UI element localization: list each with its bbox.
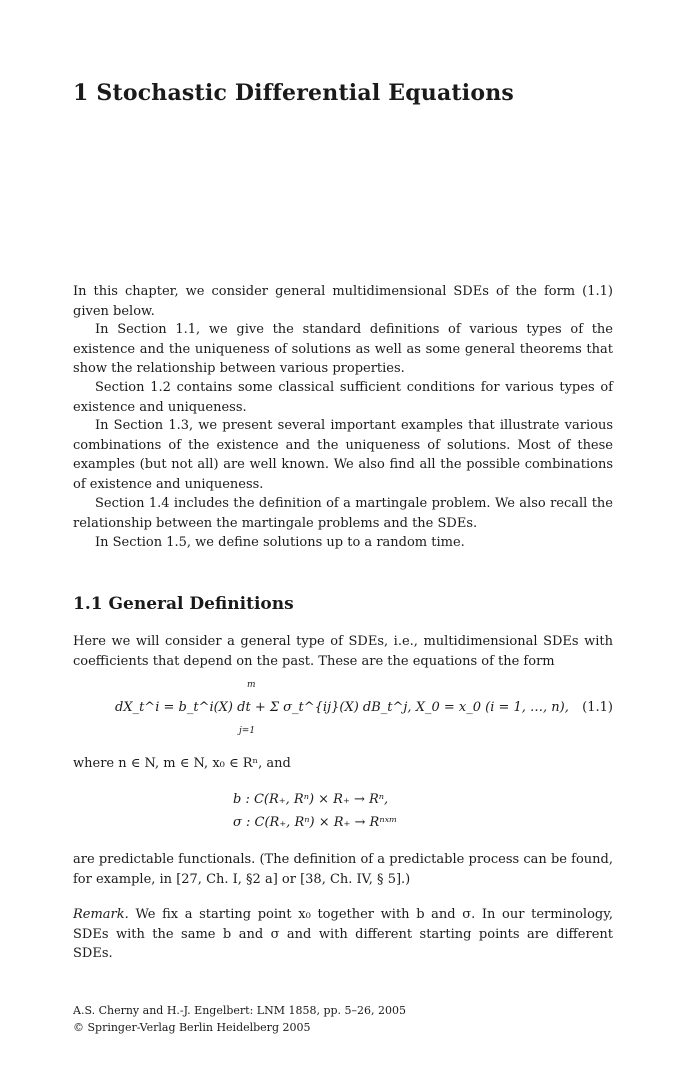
remark-text: We fix a starting point x₀ together with b and σ. In our terminology, SDEs with the same b and σ and with different starting points are different SDEs. <box>73 907 613 962</box>
section-title: 1.1 General Definitions <box>73 594 294 614</box>
intro-paragraph: In Section 1.5, we define solutions up to a random time. <box>95 535 465 550</box>
remark-paragraph <box>73 905 613 964</box>
intro-paragraph: Section 1.2 contains some classical sufficient conditions for various types of existence and uniqueness. <box>73 380 613 415</box>
intro-paragraph: In Section 1.3, we present several important examples that illustrate various combinations of the existence and the uniqueness of solutions. Most of these examples (but not all) are well known. We also find all the possible combinations of existence and uniqueness. <box>73 418 613 492</box>
section-paragraph: Here we will consider a general type of SDEs, i.e., multidimensional SDEs with coefficients that depend on the past. These are the equations of the form <box>73 634 613 669</box>
intro-paragraph: In Section 1.1, we give the standard definitions of various types of the existence and the uniqueness of solutions as well as some general theorems that show the relationship between various properties. <box>73 322 613 377</box>
section-paragraph: are predictable functionals. (The definition of a predictable process can be found, for example, in [27, Ch. I, §2 a] or [38, Ch. IV, § 5].) <box>73 852 613 887</box>
intro-paragraph: Section 1.4 includes the definition of a martingale problem. We also recall the relationship between the martingale problems and the SDEs. <box>73 496 613 531</box>
equation-number: (1.1) <box>582 700 613 715</box>
footer-copyright: © Springer-Verlag Berlin Heidelberg 2005 <box>73 1021 311 1034</box>
sum-lower-limit: j=1 <box>239 726 256 736</box>
remark-label: Remark. <box>73 907 129 922</box>
equation-b-definition: b : C(R₊, Rⁿ) × R₊ → Rⁿ, <box>233 792 389 807</box>
equation-1-1 <box>73 680 613 744</box>
section-paragraph: where n ∈ N, m ∈ N, x₀ ∈ Rⁿ, and <box>73 756 291 771</box>
sum-upper-limit: m <box>247 680 256 690</box>
intro-paragraph: In this chapter, we consider general multidimensional SDEs of the form (1.1) given below. <box>73 284 613 319</box>
equation-main: dX_t^i = b_t^i(X) dt + Σ σ_t^{ij}(X) dB_t^j, X_0 = x_0 (i = 1, …, n), <box>115 700 569 715</box>
chapter-title: 1 Stochastic Differential Equations <box>73 80 515 106</box>
equation-sigma-definition: σ : C(R₊, Rⁿ) × R₊ → Rⁿˣᵐ <box>233 815 398 830</box>
footer-citation: A.S. Cherny and H.-J. Engelbert: LNM 1858, pp. 5–26, 2005 <box>73 1004 407 1017</box>
